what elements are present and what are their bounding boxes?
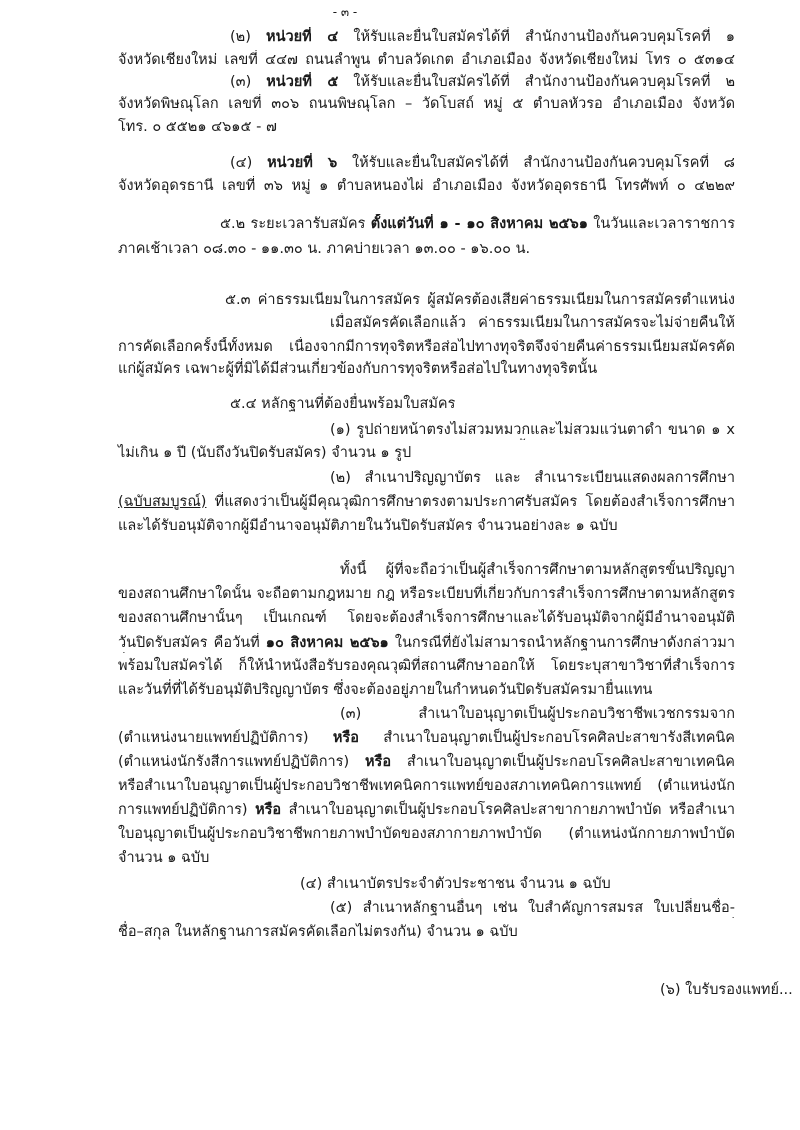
text-segment: (๓) [230,74,267,90]
bold-text: หรือ [364,754,392,770]
text-line [118,922,518,942]
text-line [118,337,735,357]
text-line [225,290,735,310]
text-segment: ของสถานศึกษานั้นๆ เป็นเกณฑ์ โดยจะต้องสำเร็จการศึกษาและได้รับอนุมัติจากผู้มีอำนาจอนุมัติ [118,610,735,626]
text-line [340,704,735,724]
text-segment: ๕.๒ ระยะเวลารับสมัคร [220,216,371,232]
bold-text: ๑๐ สิงหาคม ๒๕๖๑ [265,635,389,651]
text-segment: จังหวัดเชียงใหม่ เลขที่ ๔๔๗ ถนนลำพูน ตำบลวัดเกต อำเภอเมือง จังหวัดเชียงใหม่ โทร ๐ ๕๓๑๔ [118,52,735,68]
text-segment: ชื่อ–สกุล ในหลักฐานการสมัครคัดเลือกไม่ตรงกัน) จำนวน ๑ ฉบับ [118,924,518,940]
text-line [220,214,735,234]
text-segment: ทั้งนี้ ผู้ที่จะถือว่าเป็นผู้สำเร็จการศึกษาตามหลักสูตรขั้นปริญญา [340,562,735,578]
text-line [118,680,652,700]
text-segment: โทร. ๐ ๕๕๒๑ ๔๖๑๕ - ๗ [118,119,277,135]
text-line [118,492,735,512]
text-line [118,848,209,868]
text-segment: ให้รับและยื่นใบสมัครได้ที่ สำนักงานป้องกันควบคุมโรคที่ ๘ [337,155,735,171]
text-line [330,898,735,918]
bold-text: หน่วยที่ ๕ [266,74,339,90]
text-segment: สำเนาใบอนุญาตเป็นผู้ประกอบโรคศิลปะสาขารังสีเทคนิค [358,730,735,746]
text-line [118,633,735,653]
text-segment: ในวันและเวลาราชการ [587,216,735,232]
text-segment: พร้อมใบสมัครได้ ก็ให้นำหนังสือรับรองคุณวุฒิที่สถานศึกษาออกให้ โดยระบุสาขาวิชาที่สำเร็จการ [118,658,735,674]
text-segment: และวันที่ที่ได้รับอนุมัติปริญญาบัตร ซึ่งจะต้องอยู่ภายในกำหนดวันปิดรับสมัครมายื่นแทน [118,682,653,698]
text-segment: ให้รับและยื่นใบสมัครได้ที่ สำนักงานป้องกันควบคุมโรคที่ ๑ [338,29,735,45]
text-segment: ๕.๓ ค่าธรรมเนียมในการสมัคร ผู้สมัครต้องเสียค่าธรรมเนียมในการสมัครตำแหน่ง [225,292,735,308]
text-line [118,50,735,70]
text-segment: หรือสำเนาใบอนุญาตเป็นผู้ประกอบวิชาชีพเทคนิคการแพทย์ของสภาเทคนิคการแพทย์ (ตำแหน่งนัก [118,778,735,794]
text-line [118,824,735,844]
text-segment: (๒) สำเนาปริญญาบัตร และ สำเนาระเบียนแสดงผลการศึกษา [330,470,735,486]
text-line [118,359,597,379]
text-line [118,516,618,536]
text-line [230,153,735,173]
text-segment: จำนวน ๑ ฉบับ [118,850,210,866]
text-line [118,776,735,796]
text-line [330,313,735,333]
text-line [300,874,611,894]
text-line [118,94,735,114]
text-segment: ของสถานศึกษาใดนั้น จะถือตามกฎหมาย กฎ หรือระเบียบที่เกี่ยวกับการสำเร็จการศึกษาตามหลักสูตร [118,586,735,602]
text-segment: (๖) ใบรับรองแพทย์... [660,982,793,998]
text-segment: การแพทย์ปฏิบัติการ) [118,802,256,818]
text-line [118,800,735,820]
text-line [230,394,455,414]
text-line [340,560,735,580]
text-segment: (๑) รูปถ่ายหน้าตรงไม่สวมหมวกและไม่สวมแว่นตาดำ ขนาด ๑ x [330,422,735,438]
text-segment: ๕.๔ หลักฐานที่ต้องยื่นพร้อมใบสมัคร [230,396,456,412]
text-line [118,608,735,628]
text-segment: (ตำแหน่งนายแพทย์ปฏิบัติการ) [118,730,333,746]
text-segment: (๔) สำเนาบัตรประจำตัวประชาชน จำนวน ๑ ฉบับ [300,876,611,892]
text-segment: และได้รับอนุมัติจากผู้มีอำนาจอนุมัติภายในวันปิดรับสมัคร จำนวนอย่างละ ๑ ฉบับ [118,518,618,534]
text-segment: การคัดเลือกครั้งนี้ทั้งหมด เนื่องจากมีการทุจริตหรือส่อไปทางทุจริตจึงจ่ายคืนค่าธรรมเนียมสมัครคัด [118,339,735,355]
text-line [330,420,735,440]
text-segment: ไม่เกิน ๑ ปี (นับถึงวันปิดรับสมัคร) จำนวน ๑ รูป [118,445,412,461]
text-segment: สำเนาใบอนุญาตเป็นผู้ประกอบโรคศิลปะสาขากายภาพบำบัด หรือสำเนา [281,802,735,818]
page-number: - ๓ - [332,5,358,19]
bold-text: ตั้งแต่วันที่ ๑ - ๑๐ สิงหาคม ๒๕๖๑ [370,216,588,232]
text-segment: วันปิดรับสมัคร คือวันที่ [118,635,266,651]
text-segment: สำเนาใบอนุญาตเป็นผู้ประกอบโรคศิลปะสาขาเทคนิค [406,754,735,770]
text-segment: เมื่อสมัครคัดเลือกแล้ว ค่าธรรมเนียมในการสมัครจะไม่จ่ายคืนให้ [330,315,735,331]
text-segment: (๔) [230,155,268,171]
text-segment: ภาคเช้าเวลา ๐๘.๓๐ - ๑๑.๓๐ น. ภาคบ่ายเวลา ๑๓.๐๐ - ๑๖.๐๐ น. [118,241,531,257]
bold-text: หน่วยที่ ๔ [266,29,339,45]
text-segment: ในกรณีที่ยังไม่สามารถนำหลักฐานการศึกษาดังกล่าวมา [394,635,735,651]
text-line [118,443,411,463]
text-segment: ใบอนุญาตเป็นผู้ประกอบวิชาชีพกายภาพบำบัดของสภากายภาพบำบัด (ตำแหน่งนักกายภาพบำบัด [118,826,735,842]
bold-text: หน่วยที่ ๖ [267,155,338,171]
text-line [118,239,530,259]
text-line [118,656,735,676]
text-segment: (๕) สำเนาหลักฐานอื่นๆ เช่น ใบสำคัญการสมรส ใบเปลี่ยนชื่อ- [330,900,735,916]
text-line [330,468,735,488]
text-line [118,584,735,604]
text-line [118,752,735,772]
text-segment: แก่ผู้สมัคร เฉพาะผู้ที่มิได้มีส่วนเกี่ยวข้องกับการทุจริตหรือส่อไปในทางทุจริตนั้น [118,361,598,377]
bold-text: หรือ [255,802,282,818]
text-line [660,980,793,1000]
text-line [118,728,735,748]
text-segment: (๒) [230,29,267,45]
text-segment: ที่แสดงว่าเป็นผู้มีคุณวุฒิการศึกษาตรงตามประกาศรับสมัคร โดยต้องสำเร็จการศึกษา [206,494,735,510]
text-line [230,27,735,47]
text-segment: จังหวัดอุดรธานี เลขที่ ๓๖ หมู่ ๑ ตำบลหนองไผ่ อำเภอเมือง จังหวัดอุดรธานี โทรศัพท์ ๐ ๔๒๒๙ [118,178,735,194]
text-segment: (๓) สำเนาใบอนุญาตเป็นผู้ประกอบวิชาชีพเวชกรรมจาก [340,706,735,722]
text-segment: ให้รับและยื่นใบสมัครได้ที่ สำนักงานป้องกันควบคุมโรคที่ ๒ [338,74,735,90]
text-line [118,176,735,196]
text-line [230,72,735,92]
text-segment: จังหวัดพิษณุโลก เลขที่ ๓๐๖ ถนนพิษณุโลก – วัดโบสถ์ หมู่ ๕ ตำบลหัวรอ อำเภอเมือง จังหวัด [118,96,735,112]
underlined-text: (ฉบับสมบูรณ์) [118,494,207,510]
text-line [118,117,277,137]
bold-text: หรือ [332,730,359,746]
text-segment: (ตำแหน่งนักรังสีการแพทย์ปฏิบัติการ) [118,754,365,770]
